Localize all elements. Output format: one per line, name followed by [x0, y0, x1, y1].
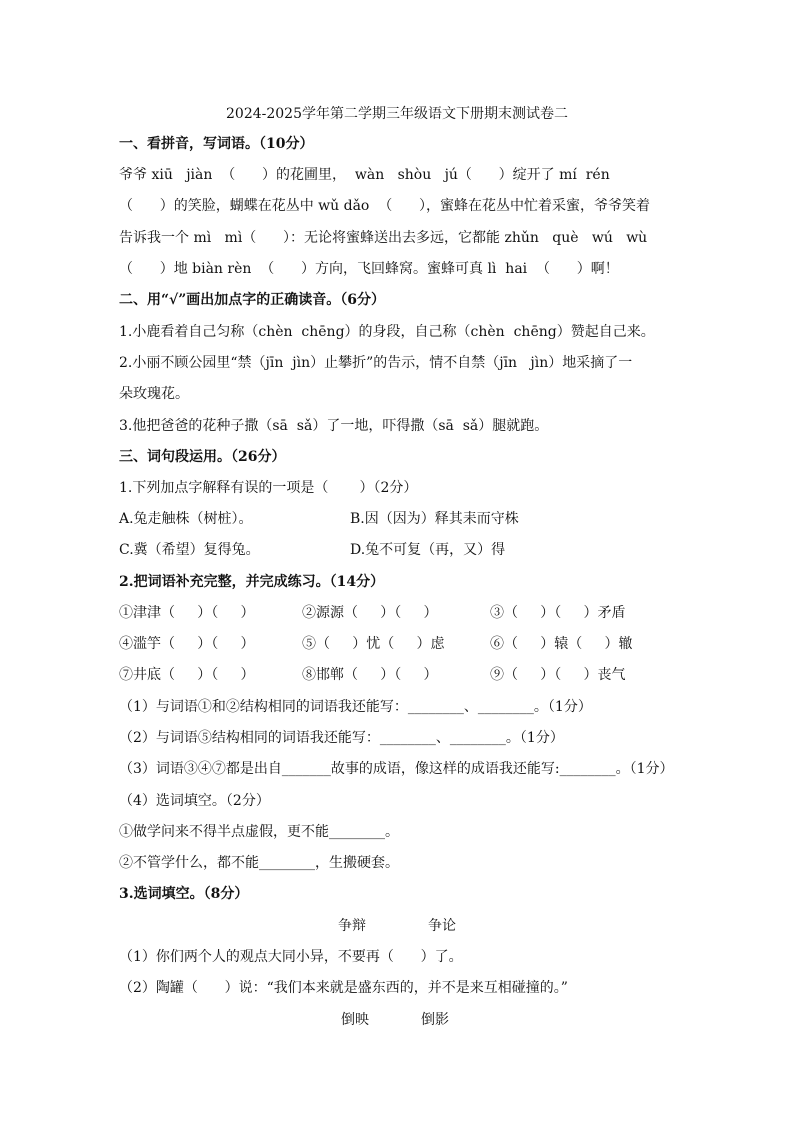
option-a: A.兔走触株（树桩）。 [119, 511, 253, 527]
question-1: 1.下列加点字解释有误的一项是（ ）（2分） [119, 480, 418, 496]
section3-heading: 三、词句段运用。（26分） [119, 449, 286, 465]
fill-blank: ①做学问来不得半点虚假，更不能________。 [119, 824, 399, 840]
q3-sentence: （2）陶罐（ ）说：“我们本来就是盛东西的，并不是来互相碰撞的。” [119, 980, 568, 996]
sub-question: （2）与词语⑤结构相同的词语我还能写：________、________。（1分） [119, 730, 564, 746]
page-title: 2024-2025学年第二学期三年级语文下册期末测试卷二 [226, 106, 568, 122]
idiom-blank: ⑤（ ）忧（ ）虑 [302, 636, 445, 652]
option-c: C.冀（希望）复得兔。 [119, 542, 260, 558]
word-choice: 争论 [428, 918, 456, 934]
question-2: 2.把词语补充完整，并完成练习。（14分） [119, 574, 385, 590]
section1-line: 告诉我一个 mì mì（ ）：无论将蜜蜂送出去多远，它都能 zhǔn què wú wù [119, 230, 648, 246]
section1-line: （ ）地 biàn rèn （ ）方向，飞回蜂窝。蜜蜂可真 lì hai （ ）啊！ [119, 261, 619, 277]
fill-blank: ②不管学什么，都不能________，生搬硬套。 [119, 855, 399, 871]
idiom-blank: ①津津（ ）（ ） [119, 605, 255, 621]
section1-line: （ ）的笑脸，蝴蝶在花丛中 wǔ dǎo （ ），蜜蜂在花丛中忙着采蜜，爷爷笑着 [119, 198, 650, 214]
sub-question: （3）词语③④⑦都是出自_______故事的成语，像这样的成语我还能写:________。（1分） [119, 761, 674, 777]
q3-sentence: （1）你们两个人的观点大同小异，不要再（ ）了。 [119, 949, 463, 965]
idiom-blank: ⑥（ ）辕（ ）辙 [490, 636, 633, 652]
option-d: D.兔不可复（再，又）得 [350, 542, 506, 558]
word-choice: 倒影 [421, 1012, 449, 1028]
idiom-blank: ⑦井底（ ）（ ） [119, 667, 255, 683]
idiom-blank: ⑧邯郸（ ）（ ） [302, 667, 438, 683]
section1-line: 爷爷 xiū jiàn （ ）的花圃里， wàn shòu jú（ ）绽开了 mí rén [119, 167, 610, 183]
section1-heading: 一、看拼音，写词语。（10分） [119, 136, 314, 152]
option-b: B.因（因为）释其耒而守株 [350, 511, 519, 527]
idiom-blank: ②源源（ ）（ ） [302, 605, 438, 621]
idiom-blank: ④滥竽（ ）（ ） [119, 636, 255, 652]
idiom-blank: ③（ ）（ ）矛盾 [490, 605, 626, 621]
question-3: 3.选词填空。（8分） [119, 886, 249, 902]
section2-heading: 二、用“√”画出加点字的正确读音。（6分） [119, 292, 386, 308]
section2-line: 2.小丽不顾公园里“禁（jīn jìn）止攀折”的告示，情不自禁（jīn jìn）地采摘了一 [119, 355, 633, 371]
section2-line: 朵玫瑰花。 [119, 386, 189, 402]
section2-line: 1.小鹿看着自己匀称（chèn chēng）的身段，自己称（chèn chēng）赞起自己来。 [119, 324, 655, 340]
idiom-blank: ⑨（ ）（ ）丧气 [490, 667, 626, 683]
word-choice: 倒映 [341, 1012, 369, 1028]
word-choice: 争辩 [338, 918, 366, 934]
sub-question: （4）选词填空。（2分） [119, 793, 270, 809]
sub-question: （1）与词语①和②结构相同的词语我还能写：________、________。（1分） [119, 699, 592, 715]
section2-line: 3.他把爸爸的花种子撒（sā sǎ）了一地，吓得撒（sā sǎ）腿就跑。 [119, 418, 549, 434]
